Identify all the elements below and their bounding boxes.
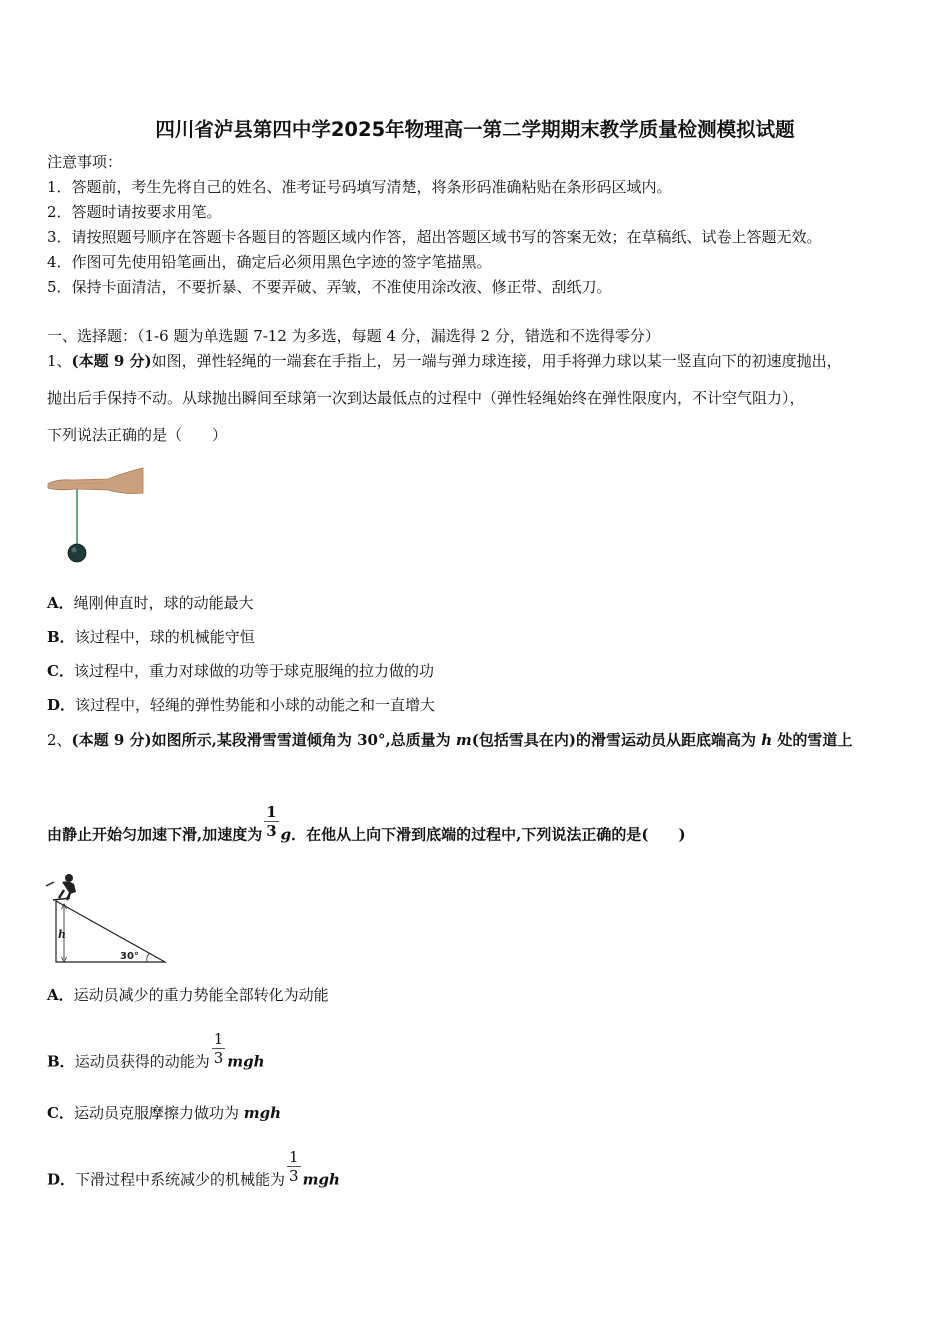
question-2-line-1 (47, 730, 852, 750)
question-text: 处的雪道上 (772, 731, 853, 749)
section-heading: 一、选择题：（1-6 题为单选题 7-12 为多选，每题 4 分，漏选得 2 分，错选和不选得零分） (47, 327, 660, 345)
option-text: 运动员获得的动能为 (74, 1052, 210, 1071)
hand-shape (48, 468, 143, 494)
question-2-line-2 (47, 803, 686, 854)
fraction-numerator: 1 (213, 1030, 224, 1048)
energy-expression: mgh (302, 1170, 340, 1189)
option-key: D． (47, 696, 76, 714)
elastic-ball (68, 544, 86, 562)
fraction-numerator: 1 (266, 803, 277, 821)
question-1-line-1 (47, 351, 842, 371)
question-score: (本题 9 分) (71, 352, 152, 370)
fraction-denominator: 3 (266, 822, 277, 840)
notice-item: 3．请按照题号顺序在答题卡各题目的答题区域内作答，超出答题区域书写的答案无效；在草稿纸、试卷上答题无效。 (47, 228, 822, 246)
question-number: 2、 (47, 731, 72, 749)
fraction-denominator: 3 (289, 1167, 299, 1185)
option-text: 该过程中，轻绳的弹性势能和小球的动能之和一直增大 (75, 696, 436, 714)
height-label: h (58, 928, 66, 941)
mass-symbol: m (455, 731, 472, 749)
option-key: A． (47, 594, 74, 612)
question-text: 由静止开始匀加速下滑,加速度为 (47, 825, 263, 844)
hand-ball-figure (46, 462, 146, 566)
notice-item: 2．答题时请按要求用笔。 (47, 203, 222, 221)
ball-highlight (72, 548, 77, 553)
question-text: (包括雪具在内)的滑雪运动员从距底端高为 (471, 731, 762, 749)
option-text: 运动员减少的重力势能全部转化为动能 (73, 986, 329, 1004)
notice-item: 4．作图可先使用铅笔画出，确定后必须用黑色字迹的签字笔描黑。 (47, 253, 492, 271)
option-key: C． (47, 662, 74, 680)
option-key: D． (47, 1170, 76, 1189)
notice-item: 1．答题前，考生先将自己的姓名、准考证号码填写清楚，将条形码准确粘贴在条形码区域内。 (47, 178, 672, 196)
skier-head (65, 874, 73, 882)
question-text: ．在他从上向下滑到底端的过程中,下列说法正确的是( ) (291, 825, 686, 844)
question-text: 如图，弹性轻绳的一端套在手指上，另一端与弹力球连接，用手将弹力球以某一竖直向下的初速度抛出， (151, 352, 842, 370)
option-key: B． (47, 1052, 75, 1071)
notice-item: 5．保持卡面清洁，不要折暴、不要弄破、弄皱，不准使用涂改液、修正带、刮纸刀。 (47, 278, 612, 296)
ski-slope-figure (44, 868, 170, 968)
question-1-line-3: 下列说法正确的是（ ） (47, 426, 228, 444)
q1-option-c (47, 661, 434, 681)
fraction (264, 803, 278, 840)
option-key: A． (47, 986, 74, 1004)
q1-option-b (47, 627, 255, 647)
fraction-denominator: 3 (213, 1049, 224, 1067)
q1-option-a (47, 593, 254, 613)
question-1-line-2: 抛出后手保持不动。从球抛出瞬间至球第一次到达最低点的过程中（弹性轻绳始终在弹性限度内，不计空气阻力）， (47, 389, 805, 407)
angle-arc (147, 953, 150, 962)
energy-expression: mgh (243, 1104, 281, 1122)
option-text: 绳刚伸直时，球的动能最大 (73, 594, 254, 612)
option-key: B． (47, 628, 75, 646)
q1-option-d (47, 695, 435, 715)
notice-heading: 注意事项： (47, 153, 123, 171)
option-text: 该过程中，球的机械能守恒 (74, 628, 255, 646)
question-number: 1、 (47, 352, 72, 370)
fraction-numerator: 1 (289, 1148, 299, 1166)
ski-pole (46, 882, 54, 886)
fraction (287, 1148, 301, 1185)
q2-option-b (47, 1030, 265, 1081)
q2-option-c (47, 1103, 281, 1123)
question-text: 如图所示,某段滑雪雪道倾角为 30°,总质量为 (151, 731, 456, 749)
gravity-symbol: g (280, 825, 292, 844)
option-text: 运动员克服摩擦力做功为 (73, 1104, 244, 1122)
energy-expression: mgh (227, 1052, 265, 1071)
q2-option-a (47, 985, 329, 1005)
question-score: (本题 9 分) (71, 731, 152, 749)
slope-triangle (56, 901, 165, 962)
angle-label: 30° (120, 951, 139, 962)
option-text: 下滑过程中系统减少的机械能为 (75, 1170, 286, 1189)
q2-option-d (47, 1148, 340, 1199)
option-text: 该过程中，重力对球做的功等于球克服绳的拉力做的功 (73, 662, 434, 680)
page-title: 四川省泸县第四中学2025年物理高一第二学期期末教学质量检测模拟试题 (155, 118, 795, 141)
fraction (212, 1030, 226, 1067)
option-key: C． (47, 1104, 74, 1122)
height-symbol: h (761, 731, 773, 749)
